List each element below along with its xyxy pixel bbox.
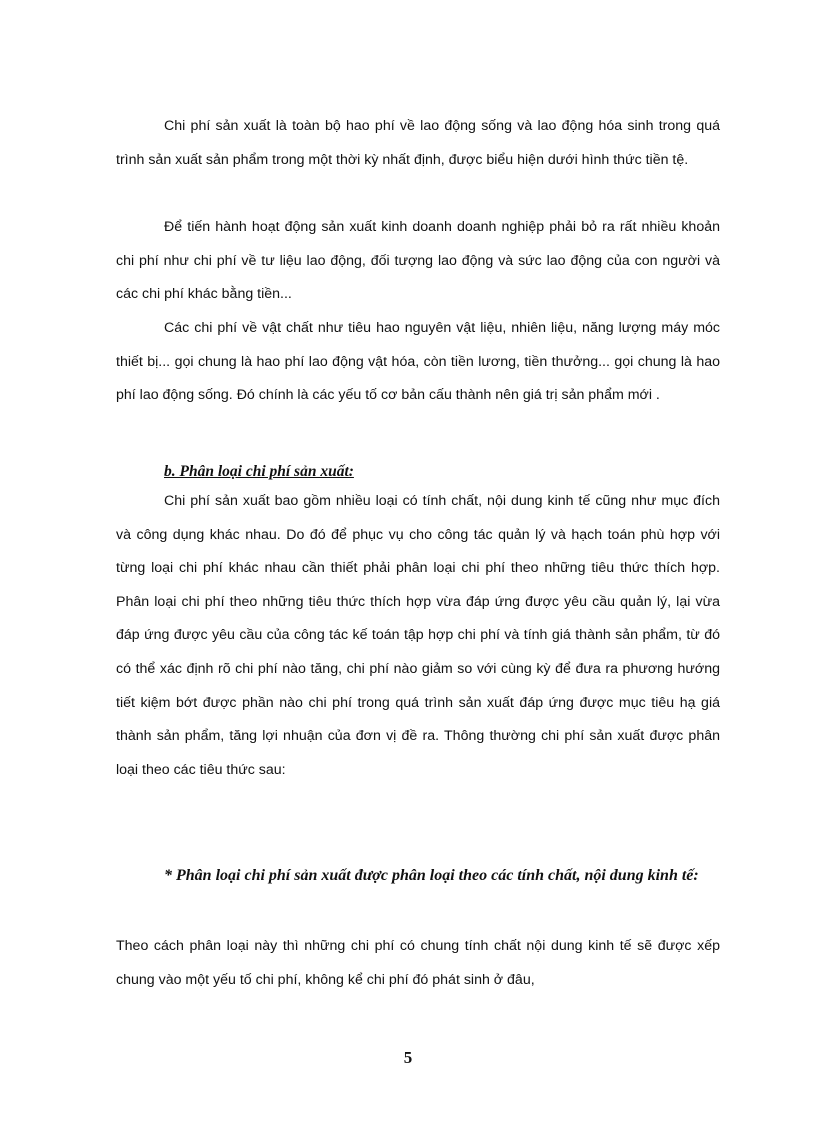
paragraph-classification: Chi phí sản xuất bao gồm nhiều loại có tính chất, nội dung kinh tế cũng như mục đích và công dụng khác nhau. Do đó để phục vụ cho công tác quản lý và hạch toán phù hợp với từng loại chi phí khác nhau cần thiết phải phân loại chi phí theo những tiêu thức thích hợp. Phân loại chi phí theo những tiêu thức thích hợp vừa đáp ứng được yêu cầu quản lý, lại vừa đáp ứng được yêu cầu của công tác kế toán tập hợp chi phí và tính giá thành sản phẩm, từ đó có thể xác định rõ chi phí nào tăng, chi phí nào giảm so với cùng kỳ để đưa ra phương hướng tiết kiệm bớt được phần nào chi phí trong quá trình sản xuất đáp ứng được mục tiêu hạ giá thành sản phẩm, tăng lợi nhuận của đơn vị đề ra. Thông thường chi phí sản xuất được phân loại theo các tiêu thức sau: — [116, 493, 720, 778]
paragraph-costs-needed: Để tiến hành hoạt động sản xuất kinh doanh doanh nghiệp phải bỏ ra rất nhiều khoản chi phí như chi phí về tư liệu lao động, đối tượng lao động và sức lao động của con người và các chi phí khác bằng tiền... — [116, 219, 720, 303]
page-number: 5 — [403, 1048, 413, 1067]
section-heading-b: b. Phân loại chi phí sản xuất: — [164, 463, 354, 480]
subsection-heading-nature: * Phân loại chi phí sản xuất được phân loại theo các tính chất, nội dung kinh tế: — [164, 867, 699, 884]
paragraph-material-costs: Các chi phí về vật chất như tiêu hao nguyên vật liệu, nhiên liệu, năng lượng máy móc thiết bị... gọi chung là hao phí lao động vật hóa, còn tiền lương, tiền thưởng... gọi chung là hao phí lao động sống. Đó chính là các yếu tố cơ bản cấu thành nên giá trị sản phẩm mới . — [116, 320, 720, 404]
paragraph-definition: Chi phí sản xuất là toàn bộ hao phí về lao động sống và lao động hóa sinh trong quá trình sản xuất sản phẩm trong một thời kỳ nhất định, được biểu hiện dưới hình thức tiền tệ. — [116, 118, 720, 168]
paragraph-by-nature: Theo cách phân loại này thì những chi phí có chung tính chất nội dung kinh tế sẽ được xếp chung vào một yếu tố chi phí, không kể chi phí đó phát sinh ở đâu, — [116, 938, 720, 988]
